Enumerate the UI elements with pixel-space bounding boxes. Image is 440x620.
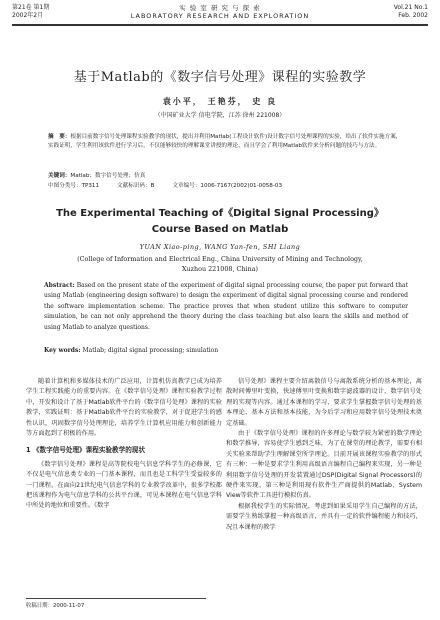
body-paragraph: 根据我校学生的实际情况，考虑到如果采用学生自己编程的方法，需要学生熟练掌握一种高级语言，并具有一定的软件编程能力和技巧，况且本课程的教学 <box>226 502 422 531</box>
abstract-en-text: Based on the present state of the experiment of digital signal processing course, the paper put forward that using Matlab (engineering design software) to design the experiment of digital signal processing course and rendered the software implementation scheme. The practice proves that when student utilize this software to computer simulation, he can not only apprehend the theory during the class teaching but also learn the skills and method of using Matlab to analyze questions. <box>44 282 408 331</box>
section-heading: 1 《数字信号处理》课程实验教学的现状 <box>26 446 145 455</box>
keywords-en-label: Key words: <box>44 347 81 354</box>
keywords-en-text: Matlab; digital signal processing; simulation <box>82 347 219 354</box>
authors-cn: 袁小平， 王艳芬， 史 良 <box>162 97 278 106</box>
article-number: 文章编号：1006-7167(2002)01-0058-03 <box>172 183 283 189</box>
body-paragraph: 由于《数字信号处理》课程的许多理论与数学较为紧密的数学理论和数学推导，容易使学生感到乏味，为了在课堂的理论教学，需要有相关实验来帮助学生理解课堂所学理论。目前开展该课程实验教学的形式有三种：一种是要求学生利用高级语言编程自己编程来实现，另一种是利用数字信号处理的开发装置通过DSP(Digital Signal Processors)的硬件来实现，第三种是利用现有软件生产商提供的Matlab、System View等软件工具进行模拟仿真。 <box>226 430 422 500</box>
journal-name: 实 验 室 研 究 与 探 索 LABORATORY RESEARCH AND EXPLORATION <box>130 4 310 20</box>
affiliation-en: (College of Information and Electrical Eng., China University of Mining and Technology, Xuzhou 221008, China) <box>77 255 363 273</box>
keywords-cn <box>48 172 406 181</box>
keywords-cn-text: Matlab；数字信号处理；仿真 <box>70 173 146 179</box>
abstract-en <box>44 281 408 333</box>
header-rule <box>12 24 428 26</box>
journal-volume: Vol.21 No.1 Feb. 2002 <box>393 4 428 19</box>
body-paragraph: 信号处理》课程主要介绍离散信号与离散系统分析的基本理论，离散时间傅里叶变换，快速傅里叶变换和数字滤波器的设计，数字信号处理的实现等内容。通过本课程的学习，要求学生掌握数字信号处理的基本理论、基本方法和基本技能，为今后学习和应用数字信号处理技术奠定基础。 <box>226 378 422 427</box>
document-code: 文献标识码：B <box>117 183 155 189</box>
journal-issue: 第21卷 第1期 2002年2月 <box>12 4 50 19</box>
keywords-cn-label: 关键词： <box>48 173 71 179</box>
body-paragraph: 随着计算机和多媒体技术的广泛应用，计算机仿真教学已成为培养学生工程实践能力的重要内容。在《数字信号处理》课程实验教学过程中，开发和设计了基于Matlab软件平台的《数字信号处理》课程的实验教学，实践证明：基于Matlab软件平台的实验教学，对于促进学生的感性认识，巩固数字信号处理理论，培养学生计算机应用能力和创新能力等方面起到了积极的作用。 <box>26 378 222 438</box>
body-column-left <box>26 377 222 512</box>
clc-number: 中图分类号：TP311 <box>48 183 100 189</box>
paper-title-cn: 基于Matlab的《数字信号处理》课程的实验教学 <box>73 70 367 85</box>
abstract-cn <box>48 133 406 151</box>
running-header <box>12 4 428 34</box>
paper-title-en: The Experimental Teaching of《Digital Signal Processing》 Course Based on Matlab <box>56 208 384 235</box>
body-paragraph: 《数字信号处理》课程是高等院校电气信息学科学生的必修课，它不仅是电气信息类专业的一门基本课程，而且也是工科学生受益较多的一门课程。在面向21世纪电气信息学科的专业教学改革中，很多学校都把该课程作为电气信息学科的公共平台课，可见本课程在电气信息学科中所处的地位和重要性。《数字 <box>26 460 222 510</box>
abstract-en-label: Abstract: <box>44 282 75 289</box>
abstract-cn-label: 摘 要： <box>48 134 71 140</box>
classification-meta <box>48 182 406 191</box>
abstract-cn-text: 根据目前数字信号处理课程实验教学的现状，提出并利用Matlab(工程设计软件)设计数字信号处理课程的实验，给出了软件实施方案，实践证明，学生利用该软件进行学习后，不仅能够较快的理解课堂讲授的理论，而且学会了利用Matlab软件来分析问题的技巧与方法。 <box>48 134 402 149</box>
affiliation-cn: （中国矿业大学 信电学院，江苏 徐州 221008） <box>154 112 286 119</box>
keywords-en <box>44 347 408 354</box>
received-date-footnote: 收稿日期：2000-11-07 <box>26 598 206 609</box>
body-column-right <box>226 377 422 533</box>
authors-en: YUAN Xiao-ping, WANG Yan-fen, SHI Liang <box>139 243 301 251</box>
